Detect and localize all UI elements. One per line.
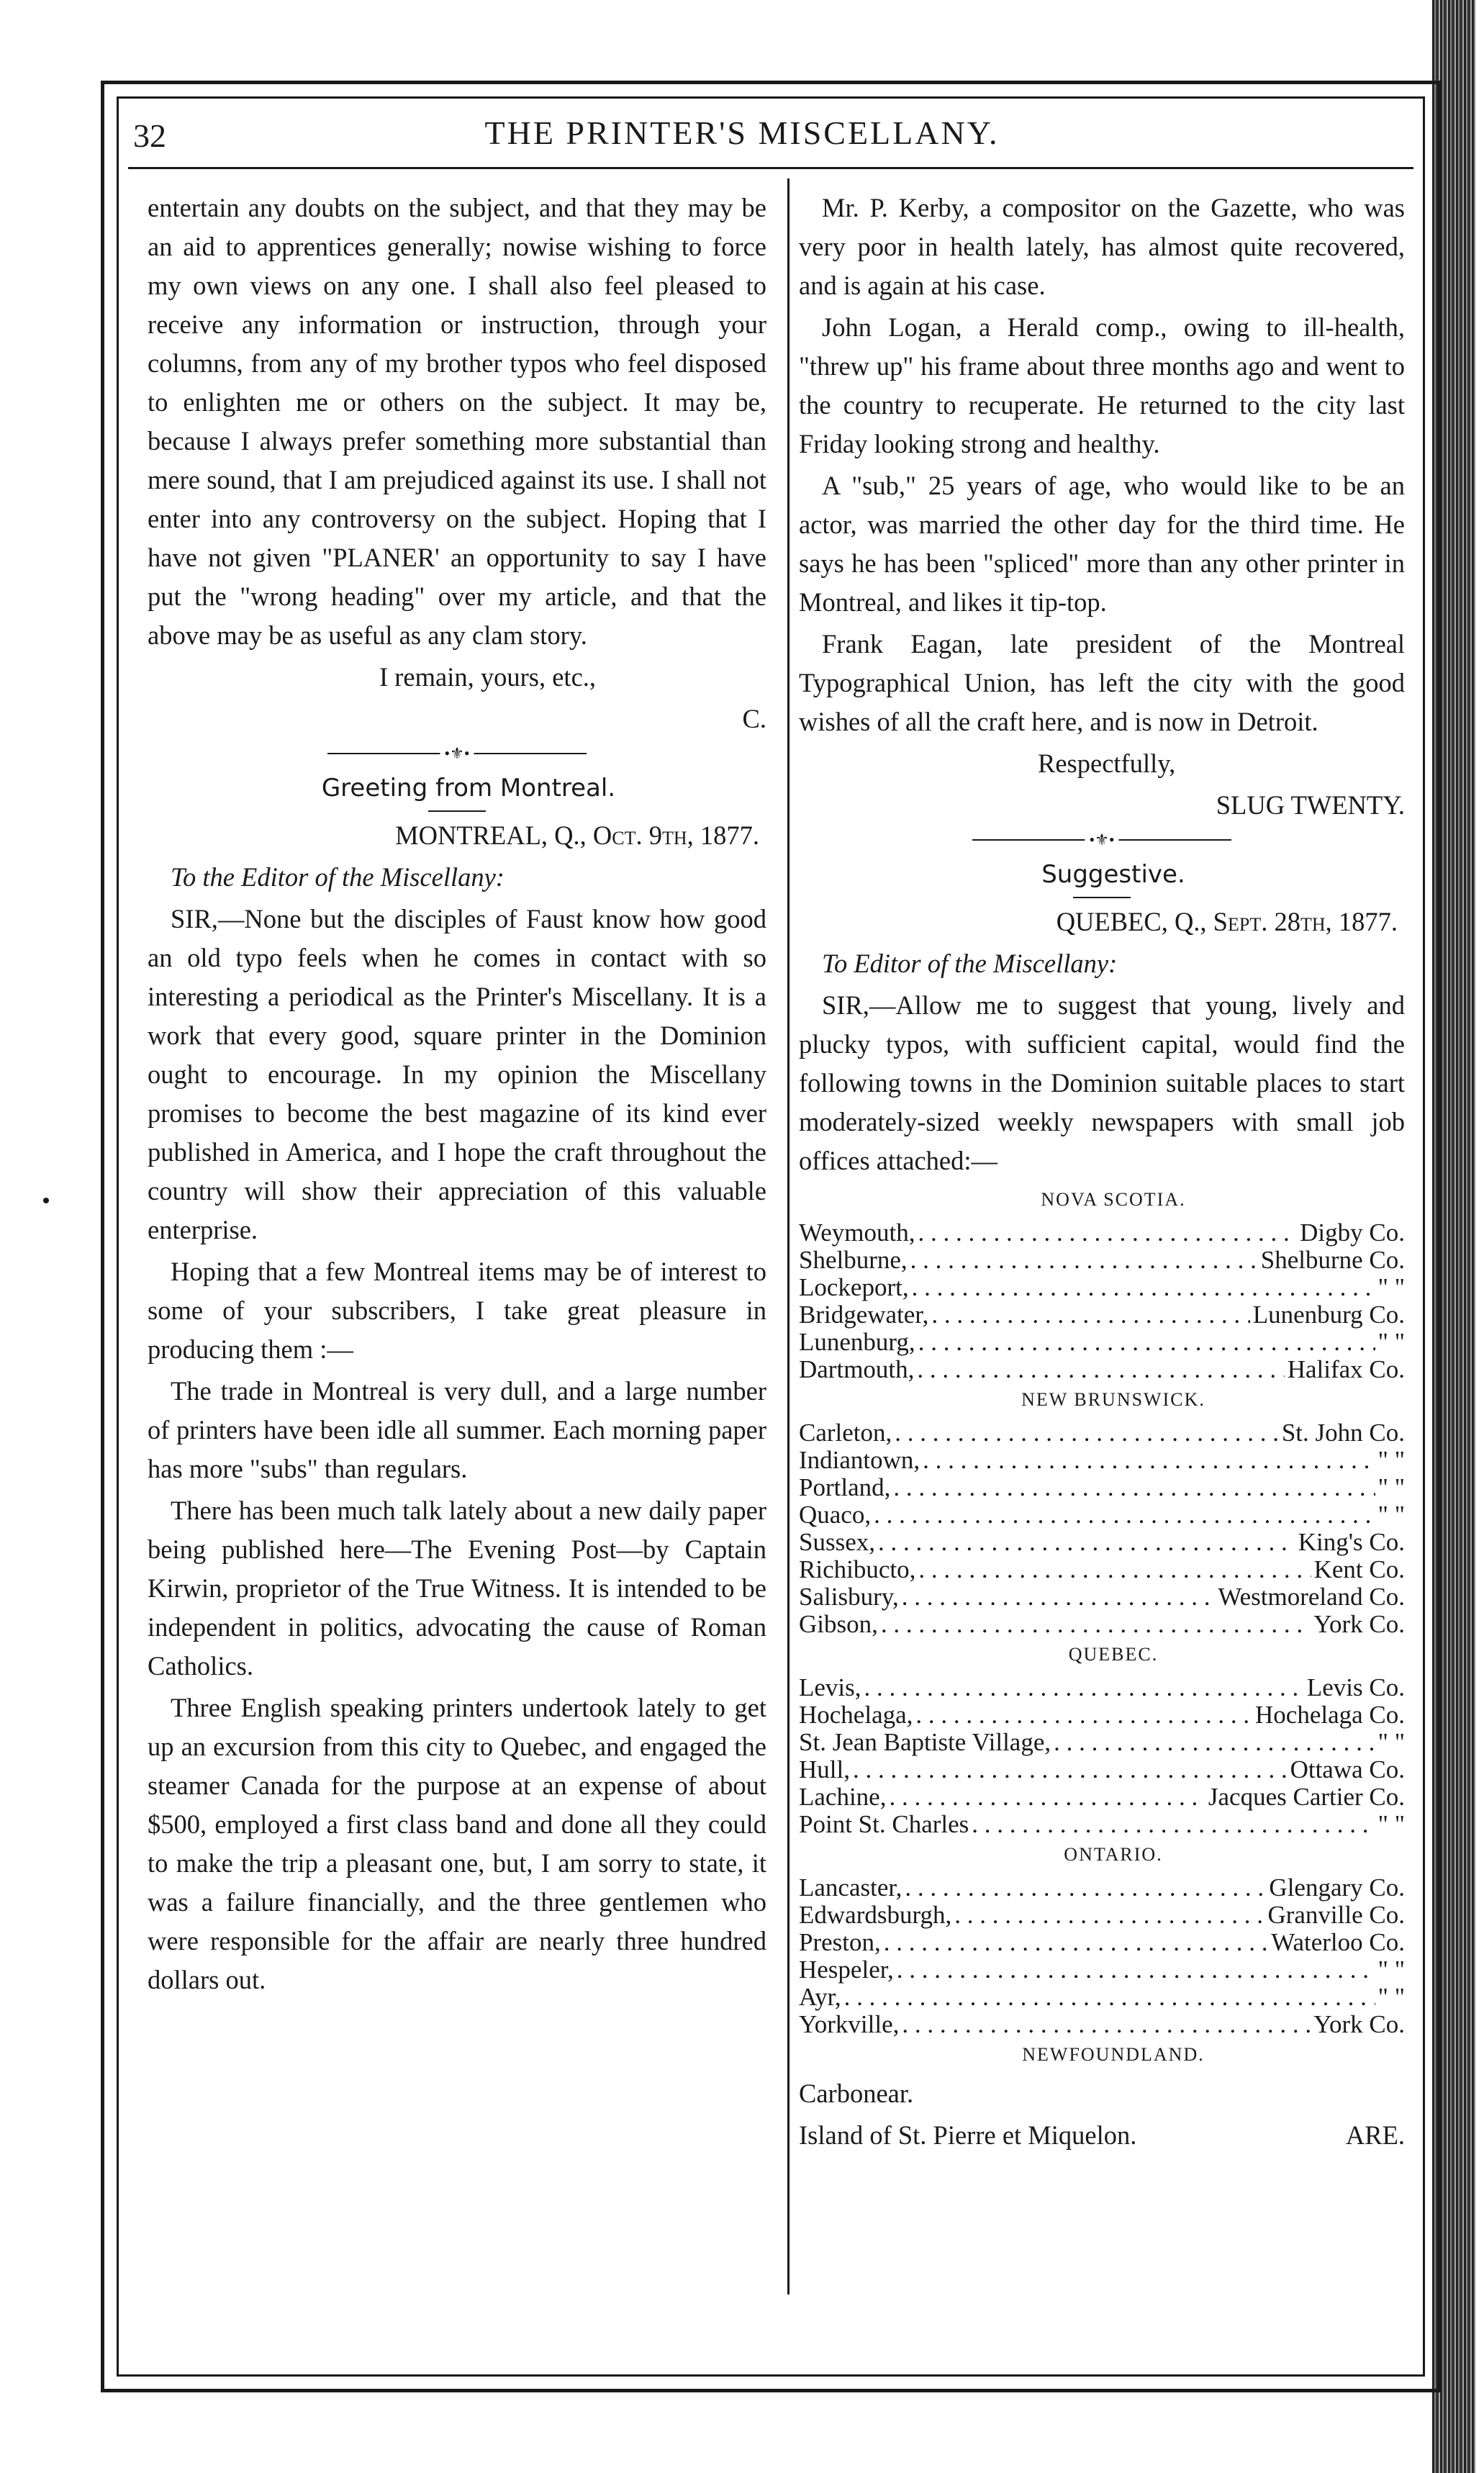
dot-leader	[923, 1447, 1375, 1474]
article-salutation: To the Editor of the Miscellany:	[171, 862, 505, 892]
county-name: King's Co.	[1298, 1528, 1405, 1556]
town-row	[799, 1247, 1405, 1274]
town-name: Richibucto,	[799, 1555, 916, 1583]
article-heading: Suggestive.	[1041, 860, 1185, 889]
dot-leader	[853, 1756, 1288, 1783]
town-row	[799, 1611, 1405, 1638]
letter-closing: Respectfully,	[1038, 749, 1176, 778]
letter-signature: C.	[742, 704, 766, 733]
county-name: St. John Co.	[1281, 1419, 1405, 1447]
town-name: Yorkville,	[799, 2010, 900, 2038]
town-row	[799, 1556, 1405, 1583]
dot-leader	[905, 1874, 1266, 1902]
town-name: Sussex,	[799, 1528, 875, 1556]
town-row	[799, 1783, 1405, 1811]
town-row	[799, 1329, 1405, 1356]
dot-leader	[912, 1274, 1375, 1301]
dot-leader	[897, 1956, 1375, 1984]
town-name: Salisbury,	[799, 1583, 899, 1611]
heading-rule	[428, 810, 486, 812]
dot-leader	[895, 1419, 1279, 1447]
town-list	[799, 1183, 1405, 2071]
final-line-row	[799, 2116, 1405, 2155]
dot-leader	[881, 1611, 1311, 1638]
dot-leader	[844, 1984, 1375, 2011]
county-name: " "	[1377, 1446, 1405, 1474]
town-row	[799, 1956, 1405, 1984]
town-row	[799, 1501, 1405, 1529]
stray-ink-dot	[43, 1198, 49, 1203]
dot-leader	[954, 1902, 1264, 1929]
town-name: Weymouth,	[799, 1219, 915, 1247]
county-name: " "	[1377, 1501, 1405, 1529]
dot-leader	[889, 1783, 1205, 1811]
town-row	[799, 1674, 1405, 1701]
section-divider	[327, 743, 587, 764]
article-dateline: QUEBEC, Q., Sept. 28th, 1877.	[1056, 907, 1398, 936]
county-name: Glengary Co.	[1269, 1873, 1405, 1902]
town-name: Dartmouth,	[799, 1355, 915, 1383]
county-name: " "	[1377, 1473, 1405, 1501]
letter-tail-paragraph: entertain any doubts on the subject, and that they may be an aid to apprentices generally; nowise wishing to force my own views on any one. I shall also feel pleased to receive any information or instruction, through your columns, from any of my brother typos who feel disposed to enlighten me or others on the subject. It may be, because I always prefer something more substantial than mere sound, that I am prejudiced against its use. I shall not enter into any controversy on the subject. Hoping that I have not given "PLANER' an opportunity to say I have put the "wrong heading" over my article, and that the above may be as useful as any clam story.	[148, 193, 766, 650]
town-row	[799, 1701, 1405, 1729]
town-row	[799, 1529, 1405, 1556]
town-name: Preston,	[799, 1928, 881, 1956]
county-name: York Co.	[1313, 2010, 1405, 2038]
county-name: " "	[1377, 1983, 1405, 2011]
final-signature: ARE.	[1345, 2120, 1405, 2150]
town-row	[799, 1756, 1405, 1783]
town-name: Lachine,	[799, 1783, 887, 1811]
town-name: Edwardsburgh,	[799, 1901, 952, 1929]
county-name: Lunenburg Co.	[1252, 1301, 1405, 1329]
town-name: Hochelaga,	[799, 1701, 913, 1729]
province-heading: NEW BRUNSWICK.	[1021, 1389, 1205, 1410]
dot-leader	[878, 1529, 1295, 1556]
dot-leader	[910, 1247, 1258, 1274]
county-name: Westmoreland Co.	[1218, 1583, 1405, 1611]
town-name: Ayr,	[799, 1983, 841, 2011]
town-name: St. Jean Baptiste Village,	[799, 1728, 1051, 1756]
county-name: Halifax Co.	[1287, 1355, 1405, 1383]
dot-leader	[972, 1811, 1375, 1838]
county-name: Ottawa Co.	[1290, 1755, 1405, 1783]
town-name: Bridgewater,	[799, 1301, 929, 1329]
town-row	[799, 1274, 1405, 1301]
dot-leader	[884, 1929, 1269, 1956]
town-name: Levis,	[799, 1673, 861, 1701]
town-name: Lunenburg,	[799, 1328, 915, 1356]
news-paragraph: Frank Eagan, late president of the Montreal Typographical Union, has left the city with the good wishes of all the craft here, and is now in Detroit.	[799, 629, 1405, 736]
article-intro: SIR,—Allow me to suggest that young, lively and plucky typos, with sufficient capital, would find the following towns in the Dominion suitable places to start moderately-sized weekly newspapers with small job offices attached:—	[799, 990, 1405, 1175]
town-row	[799, 1219, 1405, 1247]
dot-leader	[918, 1219, 1297, 1247]
town-row	[799, 1474, 1405, 1501]
county-name: Granville Co.	[1267, 1901, 1405, 1929]
town-row	[799, 1984, 1405, 2011]
county-name: " "	[1377, 1273, 1405, 1301]
dot-leader	[918, 1329, 1375, 1356]
province-heading: QUEBEC.	[1068, 1644, 1159, 1665]
county-name: Waterloo Co.	[1271, 1928, 1405, 1956]
town-name: Lancaster,	[799, 1873, 902, 1902]
county-name: " "	[1377, 1728, 1405, 1756]
town-row	[799, 1874, 1405, 1902]
heading-rule	[1073, 897, 1131, 898]
article-paragraph: SIR,—None but the disciples of Faust know how good an old typo feels when he comes in contact with so interesting a periodical as the Printer's Miscellany. It is a work that every good, square printer in the Dominion ought to encourage. In my opinion the Miscellany promises to become the best magazine of its kind ever published in America, and I hope the craft throughout the country will show their appreciation of this valuable enterprise.	[148, 904, 766, 1244]
dot-leader	[902, 2011, 1311, 2038]
header-rule	[128, 167, 1413, 169]
county-name: Kent Co.	[1313, 1555, 1405, 1583]
town-row	[799, 1929, 1405, 1956]
dot-leader	[918, 1556, 1311, 1583]
county-name: Hochelaga Co.	[1255, 1701, 1405, 1729]
town-line: Carbonear.	[799, 2079, 914, 2108]
town-row	[799, 1419, 1405, 1447]
town-name: Hull,	[799, 1755, 850, 1783]
column-rule	[787, 178, 789, 2295]
dot-leader	[1054, 1729, 1375, 1756]
town-row	[799, 1447, 1405, 1474]
town-name: Lockeport,	[799, 1273, 909, 1301]
county-name: Digby Co.	[1300, 1219, 1405, 1247]
dot-leader	[917, 1356, 1284, 1383]
town-row	[799, 1811, 1405, 1838]
right-column	[799, 189, 1405, 2155]
county-name: Levis Co.	[1306, 1673, 1405, 1701]
news-paragraph: John Logan, a Herald comp., owing to ill-health, "threw up" his frame about three months ago and went to the country to recuperate. He returned to the city last Friday looking strong and healthy.	[799, 312, 1405, 458]
dot-leader	[931, 1301, 1249, 1329]
town-name: Hespeler,	[799, 1956, 894, 1984]
province-heading: NEWFOUNDLAND.	[1022, 2044, 1205, 2065]
article-paragraph: There has been much talk lately about a new daily paper being published here—The Evening Post—by Captain Kirwin, proprietor of the True Witness. It is intended to be independent in politics, advocating the cause of Roman Catholics.	[148, 1496, 766, 1681]
article-salutation: To Editor of the Miscellany:	[822, 949, 1118, 978]
town-line: Island of St. Pierre et Miquelon.	[799, 2120, 1137, 2150]
running-title: THE PRINTER'S MISCELLANY.	[484, 114, 1000, 151]
town-name: Portland,	[799, 1473, 891, 1501]
dot-leader	[893, 1474, 1375, 1501]
news-paragraph: A "sub," 25 years of age, who would like to be an actor, was married the other day for the third time. He says he has been "spliced" more than any other printer in Montreal, and likes it tip-top.	[799, 471, 1405, 617]
article-paragraph: Hoping that a few Montreal items may be of interest to some of your subscribers, I take great pleasure in producing them :—	[148, 1257, 766, 1364]
divider-ornament: •⚜•	[1085, 829, 1118, 851]
town-name: Carleton,	[799, 1419, 892, 1447]
county-name: " "	[1377, 1328, 1405, 1356]
article-dateline: MONTREAL, Q., Oct. 9th, 1877.	[395, 820, 759, 850]
town-name: Gibson,	[799, 1610, 878, 1638]
county-name: " "	[1377, 1956, 1405, 1984]
letter-closing: I remain, yours, etc.,	[379, 662, 597, 692]
town-row	[799, 1729, 1405, 1756]
county-name: York Co.	[1313, 1610, 1405, 1638]
article-paragraph: Three English speaking printers undertook lately to get up an excursion from this city to Quebec, and engaged the steamer Canada for the purpose at an expense of about $500, employed a first class band and done all they could to make the trip a pleasant one, but, I am sorry to state, it was a failure financially, and the three gentlemen who were responsible for the affair are nearly three hundred dollars out.	[148, 1693, 766, 1994]
dot-leader	[902, 1583, 1216, 1611]
left-column	[148, 189, 766, 2002]
town-name: Indiantown,	[799, 1446, 920, 1474]
town-row	[799, 1583, 1405, 1611]
divider-ornament: •⚜•	[440, 743, 474, 764]
news-paragraph: Mr. P. Kerby, a compositor on the Gazette, who was very poor in health lately, has almost quite recovered, and is again at his case.	[799, 193, 1405, 300]
article-paragraph: The trade in Montreal is very dull, and a large number of printers have been idle all summer. Each morning paper has more "subs" than regulars.	[148, 1376, 766, 1483]
dot-leader	[864, 1674, 1304, 1701]
town-row	[799, 1301, 1405, 1329]
province-heading: NOVA SCOTIA.	[1041, 1189, 1186, 1210]
province-heading: ONTARIO.	[1064, 1844, 1163, 1865]
town-row	[799, 1356, 1405, 1383]
town-row	[799, 2011, 1405, 2038]
county-name: Jacques Cartier Co.	[1208, 1783, 1405, 1811]
letter-signature: SLUG TWENTY.	[1216, 790, 1405, 820]
town-name: Shelburne,	[799, 1246, 908, 1274]
dot-leader	[874, 1501, 1375, 1529]
article-heading: Greeting from Montreal.	[321, 774, 616, 803]
town-name: Point St. Charles	[799, 1810, 969, 1838]
town-name: Quaco,	[799, 1501, 872, 1529]
county-name: " "	[1377, 1810, 1405, 1838]
dot-leader	[915, 1701, 1252, 1729]
page-number: 32	[133, 117, 166, 154]
section-divider	[972, 829, 1231, 851]
town-row	[799, 1902, 1405, 1929]
county-name: Shelburne Co.	[1260, 1246, 1405, 1274]
